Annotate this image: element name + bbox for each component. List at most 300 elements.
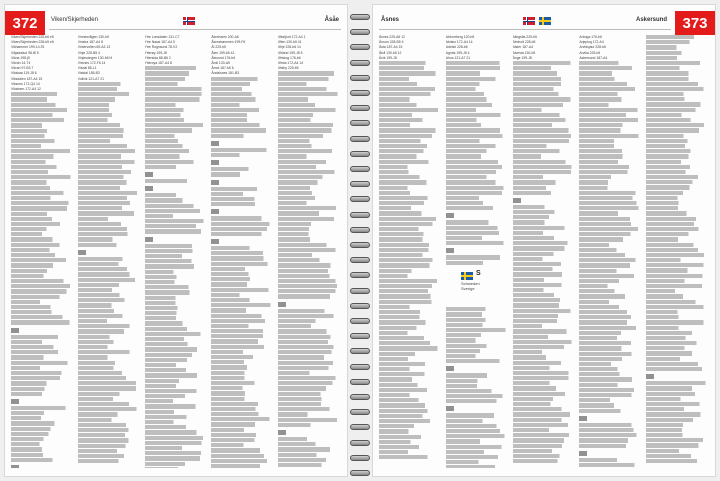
- index-line: [513, 108, 576, 112]
- index-entry: Älmhult 228-b5: [512, 40, 536, 45]
- index-entry: Vinstra 187-A4 8: [77, 40, 103, 45]
- index-line: [278, 92, 341, 96]
- index-entry: Åmot 187-b5 6: [211, 66, 234, 71]
- index-line: [278, 82, 341, 86]
- index-line: [78, 386, 141, 390]
- index-entry: Vinnesvågen 130-b5: [77, 35, 109, 39]
- index-line: [513, 267, 576, 271]
- index-line: [446, 394, 509, 398]
- index-line: [579, 258, 642, 262]
- index-line: [646, 165, 709, 169]
- index-line: [646, 185, 709, 189]
- index-line: [646, 217, 709, 221]
- index-line: [78, 335, 141, 339]
- index-line: [211, 239, 219, 244]
- index-line: [78, 444, 141, 448]
- index-line: [11, 258, 74, 262]
- index-line: [579, 393, 642, 397]
- index-line: [446, 128, 509, 132]
- index-line: [579, 160, 642, 164]
- index-line: [211, 381, 274, 385]
- index-line: [278, 211, 341, 215]
- index-entry: Ørland 199-J8 5: [278, 50, 303, 55]
- index-line: [446, 287, 509, 291]
- index-line: [11, 97, 74, 101]
- index-line: [11, 103, 74, 107]
- index-line: [78, 329, 141, 333]
- index-line: [145, 384, 208, 388]
- index-line: [579, 377, 642, 381]
- index-line: [211, 160, 219, 165]
- index-line: [446, 196, 509, 200]
- index-line: [646, 160, 709, 164]
- index-line: [379, 326, 442, 330]
- index-line: [278, 407, 341, 411]
- index-line: [11, 170, 74, 174]
- index-line: [579, 409, 642, 413]
- index-line: [379, 258, 442, 262]
- index-line: [211, 256, 274, 260]
- index-line: [446, 97, 509, 101]
- index-line: [278, 397, 341, 401]
- index-line: [513, 371, 576, 375]
- index-line: [579, 113, 642, 117]
- index-line: [78, 454, 141, 458]
- index-line: [513, 340, 576, 344]
- index-line: [379, 113, 442, 117]
- index-line: [145, 87, 208, 91]
- index-line: [513, 205, 576, 209]
- index-line: [278, 289, 341, 293]
- index-line: [379, 274, 442, 278]
- index-line: [11, 366, 74, 370]
- index-line: [11, 315, 74, 319]
- index-filler: [379, 61, 442, 468]
- index-line: [446, 455, 509, 459]
- index-line: [579, 165, 642, 169]
- index-line: [446, 450, 509, 454]
- index-line: [11, 437, 74, 441]
- index-line: [579, 175, 642, 179]
- index-line: [513, 144, 576, 148]
- index-line: [211, 371, 274, 375]
- index-line: [278, 186, 341, 190]
- index-line: [379, 424, 442, 428]
- index-line: [579, 451, 587, 456]
- index-line: [145, 204, 208, 208]
- index-line: [78, 128, 141, 132]
- index-line: [145, 259, 208, 263]
- index-entry: Askersund 187-A4: [579, 55, 608, 60]
- index-line: [11, 295, 74, 299]
- index-line: [379, 128, 442, 132]
- index-filler: [78, 82, 141, 468]
- index-line: [145, 103, 208, 107]
- index-line: [646, 351, 709, 355]
- index-line: [446, 445, 509, 449]
- index-line: [446, 359, 509, 363]
- index-line: [513, 324, 576, 328]
- index-line: [11, 243, 74, 247]
- index-line: [11, 328, 19, 333]
- spiral-ring: [350, 394, 370, 400]
- index-line: [78, 267, 141, 271]
- index-line: [579, 139, 642, 143]
- index-line: [278, 77, 341, 81]
- index-line: [646, 407, 709, 411]
- index-line: [513, 231, 576, 235]
- place-label-right: Åsnes: [381, 17, 400, 23]
- index-line: [379, 346, 442, 350]
- index-line: [278, 144, 341, 148]
- index-line: [513, 418, 576, 422]
- index-column: [145, 35, 208, 468]
- header-rule: [379, 29, 671, 30]
- index-line: [513, 366, 576, 370]
- index-line: [513, 449, 576, 453]
- index-entry: Arjeplog 172-A4: [579, 40, 604, 45]
- index-line: [646, 418, 709, 422]
- index-column: [446, 35, 509, 468]
- index-line: [11, 191, 74, 195]
- index-line: [646, 35, 709, 39]
- index-line: [211, 319, 274, 323]
- index-line: [211, 329, 274, 333]
- index-line: [579, 383, 642, 387]
- index-line: [579, 123, 642, 127]
- index-line: [513, 128, 576, 132]
- spiral-ring: [350, 14, 370, 20]
- index-line: [446, 389, 509, 393]
- index-line: [446, 328, 509, 332]
- index-line: [211, 180, 219, 185]
- index-line: [513, 123, 576, 127]
- index-line: [278, 248, 341, 252]
- index-line: [278, 366, 341, 370]
- index-line: [579, 423, 642, 427]
- index-line: [646, 45, 709, 49]
- index-line: [579, 284, 642, 288]
- index-line: [579, 180, 642, 184]
- index-line: [11, 118, 74, 122]
- index-line: [579, 320, 642, 324]
- index-line: [145, 389, 208, 393]
- index-line: [11, 421, 74, 425]
- index-line: [78, 217, 141, 221]
- index-line: [646, 71, 709, 75]
- index-line: [78, 144, 141, 148]
- index-line: [446, 460, 509, 464]
- index-line: [11, 263, 74, 267]
- index-line: [579, 92, 642, 96]
- index-line: [278, 134, 341, 138]
- index-entry: Åsrum 228-B5 4: [379, 40, 404, 45]
- index-line: [145, 214, 208, 218]
- index-line: [145, 186, 153, 191]
- index-line: [278, 453, 341, 457]
- index-line: [646, 310, 709, 314]
- index-line: [11, 355, 74, 359]
- index-line: [11, 237, 74, 241]
- index-line: [379, 71, 442, 75]
- index-line: [211, 108, 274, 112]
- index-line: [513, 134, 576, 138]
- index-line: [513, 175, 576, 179]
- index-line: [513, 402, 576, 406]
- index-line: [145, 290, 208, 294]
- index-line: [145, 373, 208, 377]
- index-line: [278, 340, 341, 344]
- index-entry: Arvidsjaur 228-b6: [579, 45, 606, 50]
- index-line: [11, 320, 74, 324]
- index-line: [11, 416, 74, 420]
- index-line: [513, 288, 576, 292]
- index-line: [78, 319, 141, 323]
- index-line: [646, 97, 709, 101]
- right-page: [372, 4, 716, 477]
- index-line: [579, 134, 642, 138]
- index-line: [78, 459, 141, 463]
- index-line: [513, 113, 576, 117]
- index-line: [379, 248, 442, 252]
- index-line: [11, 361, 74, 365]
- index-line: [145, 301, 208, 305]
- index-line: [513, 66, 576, 70]
- index-line: [646, 289, 709, 293]
- index-line: [145, 172, 153, 177]
- index-line: [446, 384, 509, 388]
- index-entry: Vikran 97-B3 7: [11, 66, 34, 71]
- index-line: [145, 71, 208, 75]
- index-line: [513, 433, 576, 437]
- index-line: [278, 309, 341, 313]
- index-entry: Ørsta 172-A4 14: [278, 61, 304, 65]
- index-line: [446, 338, 509, 342]
- index-line: [11, 279, 74, 283]
- index-line: [379, 170, 442, 174]
- index-entry: Vikjadalsoi 98-f8 5: [11, 50, 39, 55]
- index-entry: Vintervollen 69-A3 13: [77, 45, 111, 50]
- index-line: [446, 261, 509, 265]
- index-line: [513, 423, 576, 427]
- index-line: [145, 165, 208, 169]
- index-line: [379, 66, 442, 70]
- index-line: [11, 108, 74, 112]
- spiral-ring: [350, 181, 370, 187]
- index-line: [11, 160, 74, 164]
- index-entry: Arboga 176-b6: [579, 35, 602, 39]
- index-line: [646, 438, 709, 442]
- index-line: [513, 314, 576, 318]
- index-line: [446, 413, 509, 417]
- index-columns-right: [379, 35, 709, 468]
- index-line: [211, 365, 274, 369]
- index-line: [513, 335, 576, 339]
- index-line: [78, 82, 141, 86]
- index-line: [513, 186, 576, 190]
- index-line: [379, 445, 442, 449]
- index-line: [278, 430, 286, 435]
- index-line: [379, 191, 442, 195]
- index-line: [145, 425, 208, 429]
- index-line: [446, 186, 509, 190]
- index-line: [11, 392, 74, 396]
- index-line: [446, 439, 509, 443]
- index-line: [579, 191, 642, 195]
- index-line: [646, 170, 709, 174]
- index-line: [78, 428, 141, 432]
- index-line: [78, 186, 141, 190]
- index-line: [646, 294, 709, 298]
- index-line: [379, 393, 442, 397]
- index-line: [379, 331, 442, 335]
- index-line: [379, 253, 442, 257]
- index-line: [513, 180, 576, 184]
- index-line: [211, 298, 274, 302]
- index-line: [11, 248, 74, 252]
- index-entry: Yttersida 88-B6 2: [144, 55, 171, 60]
- index-line: [446, 255, 509, 259]
- index-line: [211, 92, 274, 96]
- index-line: [145, 327, 208, 331]
- index-line: [513, 381, 576, 385]
- index-line: [278, 139, 341, 143]
- index-line: [78, 438, 141, 442]
- index-line: [278, 206, 341, 210]
- index-line: [211, 123, 274, 127]
- index-line: [646, 279, 709, 283]
- index-line: [278, 371, 341, 375]
- index-line: [513, 293, 576, 297]
- index-line: [145, 113, 208, 117]
- index-line: [211, 360, 274, 364]
- index-filler: [579, 61, 642, 468]
- index-line: [78, 113, 141, 117]
- index-line: [211, 172, 274, 176]
- index-line: [579, 227, 642, 231]
- index-line: [211, 216, 274, 220]
- sweden-flag-icon: [539, 17, 551, 25]
- index-line: [579, 279, 642, 283]
- index-line: [379, 77, 442, 81]
- index-entry: Abborrberg 120-b5: [445, 35, 475, 39]
- index-line: [211, 386, 274, 390]
- index-line: [379, 352, 442, 356]
- index-line: [145, 144, 208, 148]
- index-line: [579, 300, 642, 304]
- index-line: [513, 329, 576, 333]
- index-line: [513, 82, 576, 86]
- index-line: [513, 345, 576, 349]
- index-line: [145, 436, 208, 440]
- spiral-ring: [350, 333, 370, 339]
- index-line: [513, 438, 576, 442]
- index-line: [513, 298, 576, 302]
- index-line: [379, 377, 442, 381]
- index-line: [646, 118, 709, 122]
- index-line: [579, 362, 642, 366]
- index-line: [211, 407, 274, 411]
- index-line: [446, 77, 509, 81]
- index-line: [78, 108, 141, 112]
- index-line: [145, 404, 208, 408]
- index-line: [446, 333, 509, 337]
- index-line: [278, 180, 341, 184]
- index-line: [446, 349, 509, 353]
- index-line: [646, 392, 709, 396]
- index-line: [579, 367, 642, 371]
- index-entry: Ølen 130-b5 41: [278, 40, 302, 45]
- index-line: [513, 361, 576, 365]
- index-line: [579, 372, 642, 376]
- index-line: [278, 149, 341, 153]
- index-line: [579, 66, 642, 70]
- index-line: [579, 388, 642, 392]
- index-line: [379, 237, 442, 241]
- index-line: [211, 376, 274, 380]
- index-line: [379, 196, 442, 200]
- index-line: [211, 350, 274, 354]
- spiral-ring: [350, 318, 370, 324]
- index-line: [145, 198, 208, 202]
- index-line: [78, 180, 141, 184]
- index-line: [278, 279, 341, 283]
- index-line: [78, 206, 141, 210]
- index-line: [579, 294, 642, 298]
- index-line: [145, 332, 208, 336]
- left-page: [4, 4, 348, 477]
- index-line: [278, 386, 341, 390]
- index-line: [78, 165, 141, 169]
- index-line: [211, 339, 274, 343]
- index-line: [379, 357, 442, 361]
- index-line: [513, 210, 576, 214]
- index-line: [211, 197, 274, 201]
- index-line: [145, 347, 208, 351]
- index-line: [11, 376, 74, 380]
- index-line: [278, 103, 341, 107]
- index-line: [646, 449, 709, 453]
- index-line: [145, 451, 208, 455]
- index-line: [446, 201, 509, 205]
- index-line: [379, 294, 442, 298]
- index-line: [646, 346, 709, 350]
- index-line: [211, 141, 219, 146]
- index-line: [646, 206, 709, 210]
- index-line: [11, 335, 74, 339]
- index-line: [211, 187, 274, 191]
- index-line: [379, 388, 442, 392]
- index-line: [78, 371, 141, 375]
- index-line: [379, 154, 442, 158]
- index-line: [379, 160, 442, 164]
- spiral-ring: [350, 212, 370, 218]
- index-line: [513, 139, 576, 143]
- index-line: [513, 77, 576, 81]
- index-line: [646, 433, 709, 437]
- index-line: [379, 310, 442, 314]
- index-entry: Vistdal 185-B3: [77, 71, 100, 76]
- index-line: [211, 128, 274, 132]
- index-entry: Ørskog 176-b6: [278, 55, 301, 60]
- index-line: [646, 428, 709, 432]
- index-line: [211, 443, 274, 447]
- index-line: [11, 465, 19, 468]
- index-line: [78, 288, 141, 292]
- index-line: [78, 257, 141, 261]
- index-line: [646, 300, 709, 304]
- index-line: [78, 232, 141, 236]
